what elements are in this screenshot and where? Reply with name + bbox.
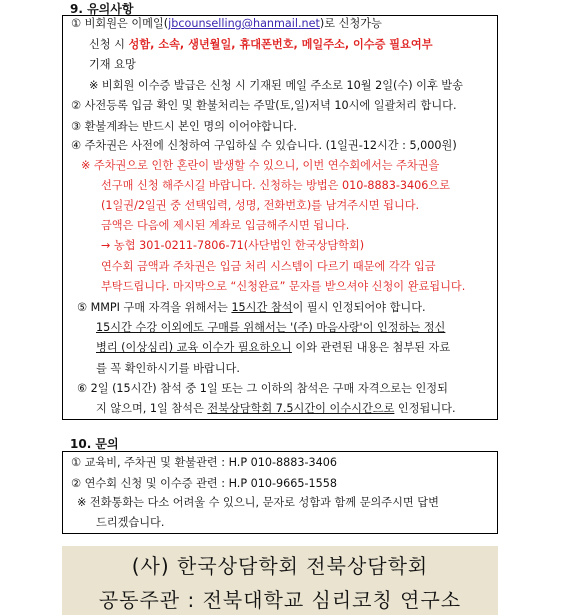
underlined-text: 15시간 참석	[231, 301, 293, 314]
notice-line-7: ④ 주차권은 사전에 신청하여 구입하실 수 있습니다. (1일권-12시간 : 5,000원)	[71, 139, 457, 152]
notice-line-1	[71, 16, 382, 32]
section-9-title: 9. 유의사항	[70, 2, 134, 16]
line-text: )로 신청가능	[319, 17, 382, 30]
notice-line-6: ③ 환불계좌는 반드시 본인 명의 이어야합니다.	[71, 120, 297, 133]
line-text: 이 필시 인정되어야 합니다.	[292, 301, 426, 314]
notice-line-mmpi-4: 를 꼭 확인하시기를 바랍니다.	[96, 362, 240, 375]
underlined-text: 전북상담학회 7.5시간이 이수시간으로	[207, 402, 395, 415]
parking-notice-6: 부탁드립니다. 마지막으로 “신청완료” 문자를 받으셔야 신청이 완료됩니다.	[101, 280, 466, 293]
line-text: 이와 관련된 내용은 첨부된 자료	[291, 341, 451, 354]
contact-note-2: 드리겠습니다.	[96, 516, 165, 529]
notice-line-mmpi-1	[77, 300, 426, 316]
notice-line-mmpi-3	[96, 340, 450, 356]
required-fields: 성함, 소속, 생년월일, 휴대폰번호, 메일주소, 이수증 필요여부	[128, 38, 433, 51]
notice-line-3: 기재 요망	[89, 58, 136, 71]
notice-line-attendance-2	[96, 401, 456, 417]
underlined-text: 병리 (이상심리) 교육 이수가 필요하오니	[96, 341, 292, 354]
contact-note-1: ※ 전화통화는 다소 어려울 수 있으니, 문자로 성함과 함께 문의주시면 답변	[77, 496, 439, 509]
contact-fee: ① 교육비, 주차권 및 환불관련 : H.P 010-8883-3406	[71, 456, 338, 469]
email-link[interactable]: jbcounselling@hanmail.net	[168, 17, 320, 30]
underlined-text: 15시간 수강 이외에도 구매를 위해서는 '(주) 마음사랑'이 인정하는 정신	[96, 321, 446, 334]
section-10-title: 10. 문의	[70, 437, 119, 451]
parking-notice-5: 연수회 금액과 주차권은 입금 처리 시스템이 다르기 때문에 각각 입금	[101, 260, 436, 273]
notice-line-2	[89, 37, 433, 53]
parking-notice-2: 선구매 신청 해주시길 바랍니다. 신청하는 방법은 010-8883-3406으로	[101, 179, 451, 192]
notice-line-4: ※ 비회원 이수증 발급은 신청 시 기재된 메일 주소로 10월 2일(수) 이후 발송	[89, 79, 463, 92]
line-text: ⑤ MMPI 구매 자격을 위해서는	[77, 301, 232, 314]
notice-line-attendance-1: ⑥ 2일 (15시간) 참석 중 1일 또는 그 이하의 참석은 구매 자격으로는 인정되	[77, 382, 448, 395]
parking-notice-4: 금액은 다음에 제시된 계좌로 입금해주시면 됩니다.	[101, 219, 350, 232]
organizer-banner	[62, 546, 498, 615]
organizer-line-2: 공동주관 : 전북대학교 심리코칭 연구소	[98, 588, 462, 612]
contact-registration: ② 연수회 신청 및 이수증 관련 : H.P 010-9665-1558	[71, 477, 338, 490]
section-10-box	[62, 451, 498, 534]
parking-notice-1: ※ 주차권으로 인한 혼란이 발생할 수 있으니, 이번 연수회에서는 주차권을	[81, 159, 440, 172]
line-text: 지 않으며, 1일 참석은	[96, 402, 208, 415]
notice-line-5: ② 사전등록 입금 확인 및 환불처리는 주말(토,일)저녁 10시에 일괄처리 합니다.	[71, 99, 457, 112]
line-text: 신청 시	[89, 38, 129, 51]
organizer-line-1: (사) 한국상담학회 전북상담학회	[131, 554, 429, 578]
notice-line-mmpi-2	[96, 320, 445, 336]
line-text: 인정됩니다.	[394, 402, 456, 415]
line-text: ① 비회원은 이메일(	[71, 17, 169, 30]
parking-notice-3: (1일권/2일권 중 선택입력, 성명, 전화번호)를 남겨주시면 됩니다.	[101, 199, 420, 212]
section-9-box	[62, 15, 498, 420]
bank-account: → 농협 301-0211-7806-71(사단법인 한국상담학회)	[101, 239, 365, 252]
